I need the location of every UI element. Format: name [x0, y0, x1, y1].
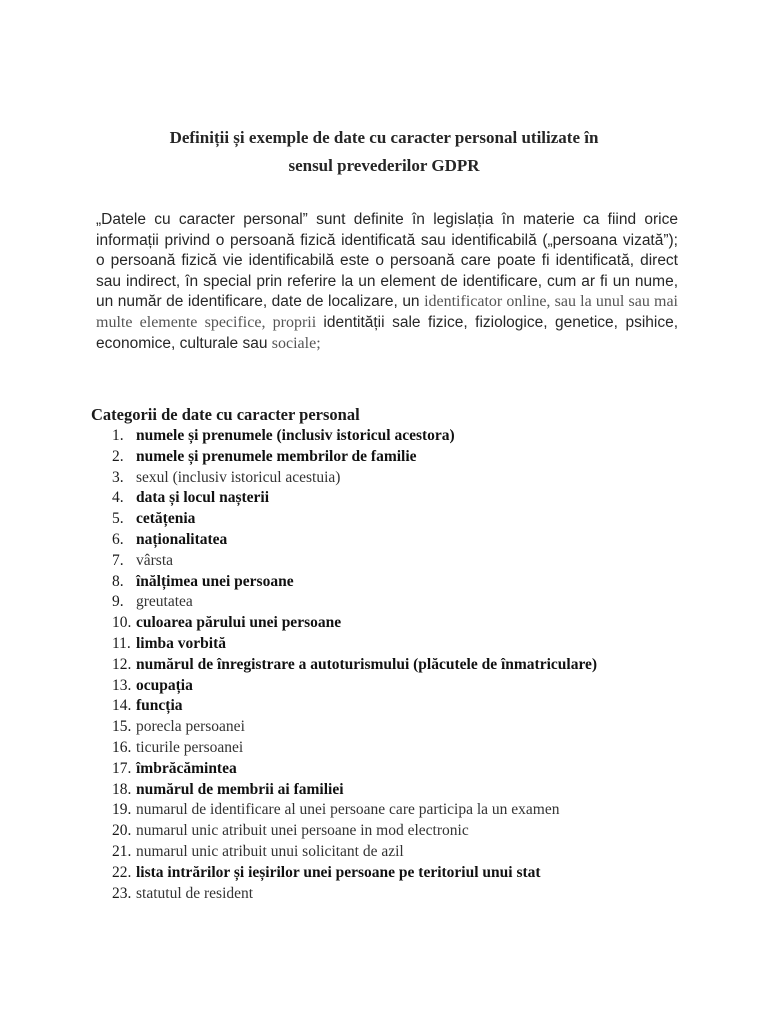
category-item	[112, 468, 728, 489]
category-number: 20.	[112, 822, 132, 840]
category-number: 6.	[112, 530, 124, 548]
category-number: 10.	[112, 614, 132, 632]
category-text: numărul de înregistrare a autoturismului (plăcutele de înmatriculare)	[136, 655, 598, 673]
category-item	[112, 592, 728, 613]
category-item	[112, 426, 728, 447]
category-text: numele și prenumele (inclusiv istoricul acestora)	[136, 427, 455, 444]
definition-part-3: identității sale fizice, fiziologice, genetice, psihice, economice, culturale sau	[96, 313, 678, 352]
definition-part-4: sociale;	[271, 334, 321, 352]
category-number: 23.	[112, 884, 132, 902]
category-item	[112, 717, 728, 738]
category-item	[112, 884, 728, 905]
category-text: limba vorbită	[136, 634, 226, 652]
category-item	[112, 447, 728, 468]
category-text: numarul unic atribuit unei persoane in mod electronic	[136, 822, 469, 840]
category-item	[112, 759, 728, 780]
category-number: 4.	[112, 489, 124, 507]
category-text: data și locul nașterii	[136, 489, 270, 507]
category-text: sexul (inclusiv istoricul acestuia)	[136, 468, 341, 486]
category-text: ocupația	[136, 676, 193, 694]
definition-part-2: identificator online, sau la unul sau mai multe elemente specifice, proprii	[96, 293, 679, 331]
category-number: 16.	[112, 738, 132, 756]
category-number: 19.	[112, 801, 132, 819]
category-number: 15.	[112, 718, 132, 736]
category-text: naționalitatea	[136, 530, 228, 548]
category-text: porecla persoanei	[136, 718, 245, 736]
category-text: numele și prenumele membrilor de familie	[136, 447, 417, 465]
category-text: greutatea	[136, 593, 193, 611]
category-text: numarul unic atribuit unui solicitant de azil	[136, 842, 404, 860]
definition-paragraph	[96, 210, 678, 354]
category-text: lista intrărilor și ieșirilor unei persoane pe teritoriul unui stat	[136, 863, 541, 881]
category-text: numărul de membrii ai familiei	[136, 780, 344, 798]
category-number: 1.	[112, 427, 124, 444]
category-number: 17.	[112, 759, 132, 777]
category-item	[112, 634, 728, 655]
category-number: 7.	[112, 551, 124, 569]
category-item	[112, 655, 728, 676]
category-number: 5.	[112, 510, 124, 528]
category-item	[112, 488, 728, 509]
categories-list	[112, 426, 728, 904]
category-item	[112, 863, 728, 884]
category-item	[112, 800, 728, 821]
definition-part-1: „Datele cu caracter personal” sunt definite în legislația în materie ca fiind orice informații privind o persoană fizică identificată sau identificabilă („persoana vizată”); o persoană fizică vie identificabilă este o persoană care poate fi identificată, direct sau indirect, în special prin referire la un element de identificare, cum ar fi un nume, un număr de identificare, date de localizare, un	[96, 211, 678, 311]
categories-heading: Categorii de date cu caracter personal	[91, 405, 360, 424]
document-title-line-2: sensul prevederilor GDPR	[288, 156, 480, 175]
category-text: cetățenia	[136, 510, 196, 528]
category-number: 22.	[112, 863, 132, 881]
category-item	[112, 572, 728, 593]
category-text: ticurile persoanei	[136, 738, 244, 756]
category-number: 11.	[112, 634, 131, 652]
category-number: 13.	[112, 676, 132, 694]
category-item	[112, 780, 728, 801]
category-number: 2.	[112, 447, 124, 465]
category-number: 3.	[112, 468, 124, 486]
category-item	[112, 738, 728, 759]
category-text: înălțimea unei persoane	[136, 572, 294, 590]
category-number: 8.	[112, 572, 124, 590]
category-item	[112, 509, 728, 530]
category-item	[112, 613, 728, 634]
category-item	[112, 551, 728, 572]
category-text: culoarea părului unei persoane	[136, 614, 342, 632]
category-number: 14.	[112, 697, 132, 715]
category-item	[112, 821, 728, 842]
category-text: numarul de identificare al unei persoane care participa la un examen	[136, 801, 560, 819]
document-title-line-1: Definiții și exemple de date cu caracter personal utilizate în	[169, 128, 599, 147]
category-item	[112, 842, 728, 863]
category-text: statutul de resident	[136, 884, 254, 902]
category-number: 9.	[112, 593, 124, 611]
category-text: vârsta	[136, 551, 174, 569]
category-number: 18.	[112, 780, 132, 798]
category-text: îmbrăcămintea	[136, 759, 237, 777]
category-item	[112, 676, 728, 697]
category-item	[112, 696, 728, 717]
category-number: 12.	[112, 655, 132, 673]
document-title	[90, 124, 678, 180]
category-item	[112, 530, 728, 551]
category-number: 21.	[112, 842, 132, 860]
category-text: funcția	[136, 697, 183, 715]
